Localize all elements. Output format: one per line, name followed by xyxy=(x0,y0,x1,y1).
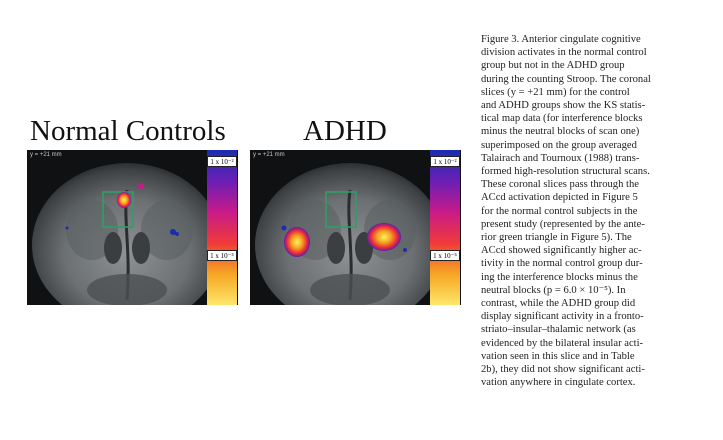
scale-top-label: 1 x 10⁻² xyxy=(207,156,237,167)
caption-line: tivity in the normal control group dur- xyxy=(481,258,643,270)
caption-line: vation anywhere in cingulate cortex. xyxy=(481,377,636,389)
slice-coordinate-label: y = +21 mm xyxy=(253,152,285,158)
panel-title-normal-controls: Normal Controls xyxy=(30,115,226,147)
caption-line: These coronal slices pass through the xyxy=(481,179,639,191)
activation-blob-left-insula xyxy=(284,227,310,257)
caption-line: tical map data (for interference blocks xyxy=(481,113,643,125)
caption-line: division activates in the normal control xyxy=(481,47,647,59)
caption-line: neutral blocks (p = 6.0 × 10⁻⁵). In xyxy=(481,284,626,296)
caption-line: ACcd activation depicted in Figure 5 xyxy=(481,192,638,204)
figure-caption xyxy=(481,33,686,389)
caption-line: evidenced by the bilateral insular acti- xyxy=(481,337,644,349)
caption-line: Talairach and Tournoux (1988) trans- xyxy=(481,152,640,164)
color-scale-gradient xyxy=(207,150,237,305)
scale-top-label: 1 x 10⁻² xyxy=(430,156,460,167)
color-scale-bar-normal xyxy=(207,150,237,305)
caption-line: 2b), they did not show significant acti- xyxy=(481,364,645,376)
caption-line: rior green triangle in Figure 5). The xyxy=(481,232,632,244)
caption-line: and ADHD groups show the KS statis- xyxy=(481,100,646,112)
activation-blob-right-insula xyxy=(367,223,401,251)
caption-line: striato–insular–thalamic network (as xyxy=(481,324,636,336)
caption-line: formed high-resolution structural scans. xyxy=(481,166,650,178)
caption-line: present study (represented by the ante- xyxy=(481,218,645,230)
scale-bottom-label: 1 x 10⁻⁵ xyxy=(430,250,460,261)
slice-coordinate-label: y = +21 mm xyxy=(30,152,62,158)
panel-title-adhd: ADHD xyxy=(303,115,387,147)
caption-line: group but not in the ADHD group xyxy=(481,60,625,72)
caption-line: minus the neutral blocks of scan one) xyxy=(481,126,640,138)
caption-line: for the normal control subjects in the xyxy=(481,205,638,217)
color-scale-gradient xyxy=(430,150,460,305)
caption-line: display significant activity in a fronto- xyxy=(481,311,644,323)
caption-line: slices (y = +21 mm) for the control xyxy=(481,86,630,98)
caption-line: superimposed on the group averaged xyxy=(481,139,637,151)
caption-line: contrast, while the ADHD group did xyxy=(481,298,636,310)
caption-line: Figure 3. Anterior cingulate cognitive xyxy=(481,34,641,45)
color-scale-bar-adhd xyxy=(430,150,460,305)
caption-line: vation seen in this slice and in Table xyxy=(481,350,635,362)
caption-line: ing the interference blocks minus the xyxy=(481,271,638,283)
activation-blob xyxy=(117,192,131,208)
caption-line: ACcd showed significantly higher ac- xyxy=(481,245,642,257)
scale-bottom-label: 1 x 10⁻⁵ xyxy=(207,250,237,261)
caption-line: during the counting Stroop. The coronal xyxy=(481,73,651,85)
